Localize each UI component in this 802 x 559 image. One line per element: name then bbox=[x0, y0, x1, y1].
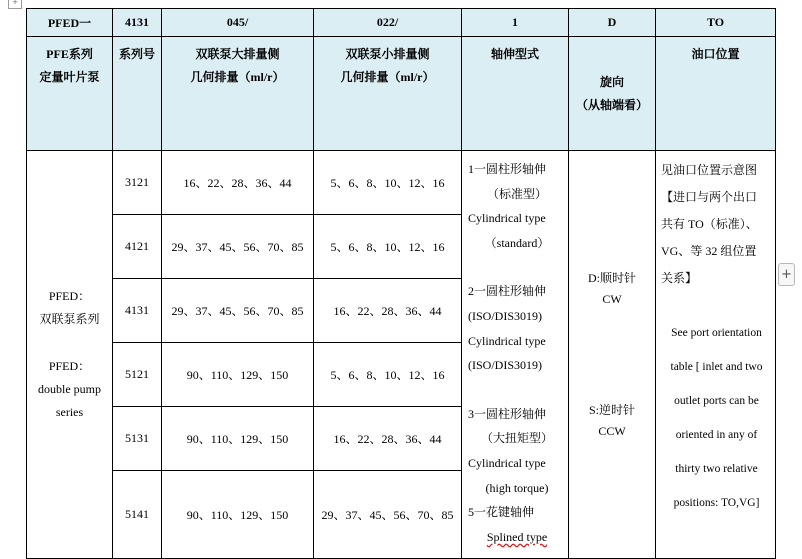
subheader-rotation-line1: 旋向 bbox=[599, 74, 624, 89]
shaft-opt1-en-note: （standard） bbox=[484, 235, 550, 250]
shaft-opt5-en: Splined type bbox=[486, 529, 548, 544]
series-line5: series bbox=[55, 405, 84, 419]
shaft-opt2-zh: 2一圆柱形轴伸 bbox=[468, 284, 547, 299]
port-en-line4: oriented in any of bbox=[675, 429, 758, 441]
small-displacement-cell: 16、22、28、36、44 bbox=[314, 407, 462, 471]
header-cell-series-code: 4131 bbox=[113, 9, 162, 37]
port-zh-line4: VG、等 32 组位置 bbox=[661, 244, 757, 258]
large-displacement-cell: 90、110、129、150 bbox=[162, 343, 314, 407]
add-column-button[interactable]: + bbox=[778, 263, 795, 286]
series-line1: PFED： bbox=[48, 289, 91, 303]
shaft-opt3-zh: 3一圆柱形轴伸 bbox=[468, 406, 547, 421]
shaft-opt5-zh: 5一花键轴伸 bbox=[468, 505, 535, 520]
subheader-rotation bbox=[569, 37, 656, 151]
subheader-port: 油口位置 bbox=[656, 37, 776, 151]
description-header-row bbox=[27, 37, 776, 151]
shaft-opt3-en-note: (high torque) bbox=[485, 480, 549, 495]
shaft-opt2-en: Cylindrical type bbox=[468, 333, 546, 348]
header-cell-rotation: D bbox=[569, 9, 656, 37]
header-cell-small-displacement: 022/ bbox=[314, 9, 462, 37]
rotation-ccw-zh: S:逆时针 bbox=[588, 402, 635, 417]
small-displacement-cell: 29、37、45、56、70、85 bbox=[314, 471, 462, 559]
shaft-opt2-zh-note: (ISO/DIS3019) bbox=[468, 308, 542, 323]
shaft-opt2-en-note: (ISO/DIS3019) bbox=[468, 358, 542, 373]
header-cell-port: TO bbox=[656, 9, 776, 37]
large-displacement-cell: 16、22、28、36、44 bbox=[162, 151, 314, 215]
port-en-line3: outlet ports can be bbox=[674, 395, 759, 407]
series-code-cell: 3121 bbox=[113, 151, 162, 215]
series-code-cell: 5121 bbox=[113, 343, 162, 407]
pump-spec-table bbox=[26, 8, 776, 559]
subheader-model bbox=[27, 37, 113, 151]
table-move-handle-icon[interactable]: + bbox=[8, 0, 22, 9]
shaft-opt1-en: Cylindrical type bbox=[468, 211, 546, 226]
port-zh-line1: 见油口位置示意图 bbox=[661, 163, 758, 177]
header-cell-shaft: 1 bbox=[462, 9, 569, 37]
subheader-small-displacement bbox=[314, 37, 462, 151]
small-displacement-cell: 5、6、8、10、12、16 bbox=[314, 215, 462, 279]
port-zh-line3: 共有 TO（标准）、 bbox=[661, 217, 758, 231]
port-position-cell bbox=[656, 151, 776, 559]
subheader-model-line2: 定量叶片泵 bbox=[39, 70, 100, 84]
series-code-cell: 5141 bbox=[113, 471, 162, 559]
small-displacement-cell: 5、6、8、10、12、16 bbox=[314, 343, 462, 407]
subheader-rotation-line2: （从轴端看） bbox=[575, 97, 648, 112]
subheader-model-line1: PFE系列 bbox=[46, 47, 93, 61]
small-displacement-cell: 5、6、8、10、12、16 bbox=[314, 151, 462, 215]
shaft-opt1-zh-note: （标准型） bbox=[486, 186, 547, 201]
subheader-series-code: 系列号 bbox=[113, 37, 162, 151]
shaft-options-cell bbox=[462, 151, 569, 559]
large-displacement-cell: 29、37、45、56、70、85 bbox=[162, 279, 314, 343]
series-code-cell: 5131 bbox=[113, 407, 162, 471]
subheader-small-line2: 几何排量（ml/r） bbox=[340, 70, 435, 84]
port-zh-line2: 【进口与两个出口 bbox=[661, 190, 758, 204]
series-line4: double pump bbox=[38, 382, 101, 396]
code-header-row bbox=[27, 9, 776, 37]
subheader-large-line2: 几何排量（ml/r） bbox=[190, 70, 285, 84]
series-line2: 双联泵系列 bbox=[39, 312, 100, 326]
subheader-shaft: 轴伸型式 bbox=[462, 37, 569, 151]
small-displacement-cell: 16、22、28、36、44 bbox=[314, 279, 462, 343]
rotation-ccw-en: CCW bbox=[598, 423, 626, 438]
port-en-line1: See port orientation bbox=[671, 327, 762, 339]
large-displacement-cell: 29、37、45、56、70、85 bbox=[162, 215, 314, 279]
rotation-direction-cell bbox=[569, 151, 656, 559]
port-zh-line5: 关系】 bbox=[661, 271, 698, 285]
port-en-line5: thirty two relative bbox=[675, 463, 758, 475]
large-displacement-cell: 90、110、129、150 bbox=[162, 471, 314, 559]
series-line3: PFED： bbox=[48, 359, 91, 373]
series-code-cell: 4131 bbox=[113, 279, 162, 343]
table-row bbox=[27, 151, 776, 215]
header-cell-model: PFED一 bbox=[27, 9, 113, 37]
shaft-opt3-zh-note: （大扭矩型） bbox=[480, 431, 553, 446]
subheader-small-line1: 双联泵小排量侧 bbox=[345, 47, 430, 61]
series-description-cell bbox=[27, 151, 113, 559]
shaft-opt1-zh: 1一圆柱形轴伸 bbox=[468, 162, 547, 176]
large-displacement-cell: 90、110、129、150 bbox=[162, 407, 314, 471]
subheader-large-displacement bbox=[162, 37, 314, 151]
port-en-line6: positions: TO,VG] bbox=[673, 497, 760, 509]
port-en-line2: table [ inlet and two bbox=[670, 361, 763, 373]
subheader-large-line1: 双联泵大排量侧 bbox=[195, 47, 280, 61]
rotation-cw-en: CW bbox=[602, 291, 622, 306]
series-code-cell: 4121 bbox=[113, 215, 162, 279]
header-cell-large-displacement: 045/ bbox=[162, 9, 314, 37]
shaft-opt3-en: Cylindrical type bbox=[468, 455, 546, 470]
document-top-edge bbox=[0, 0, 802, 6]
rotation-cw-zh: D:顺时针 bbox=[587, 270, 636, 285]
